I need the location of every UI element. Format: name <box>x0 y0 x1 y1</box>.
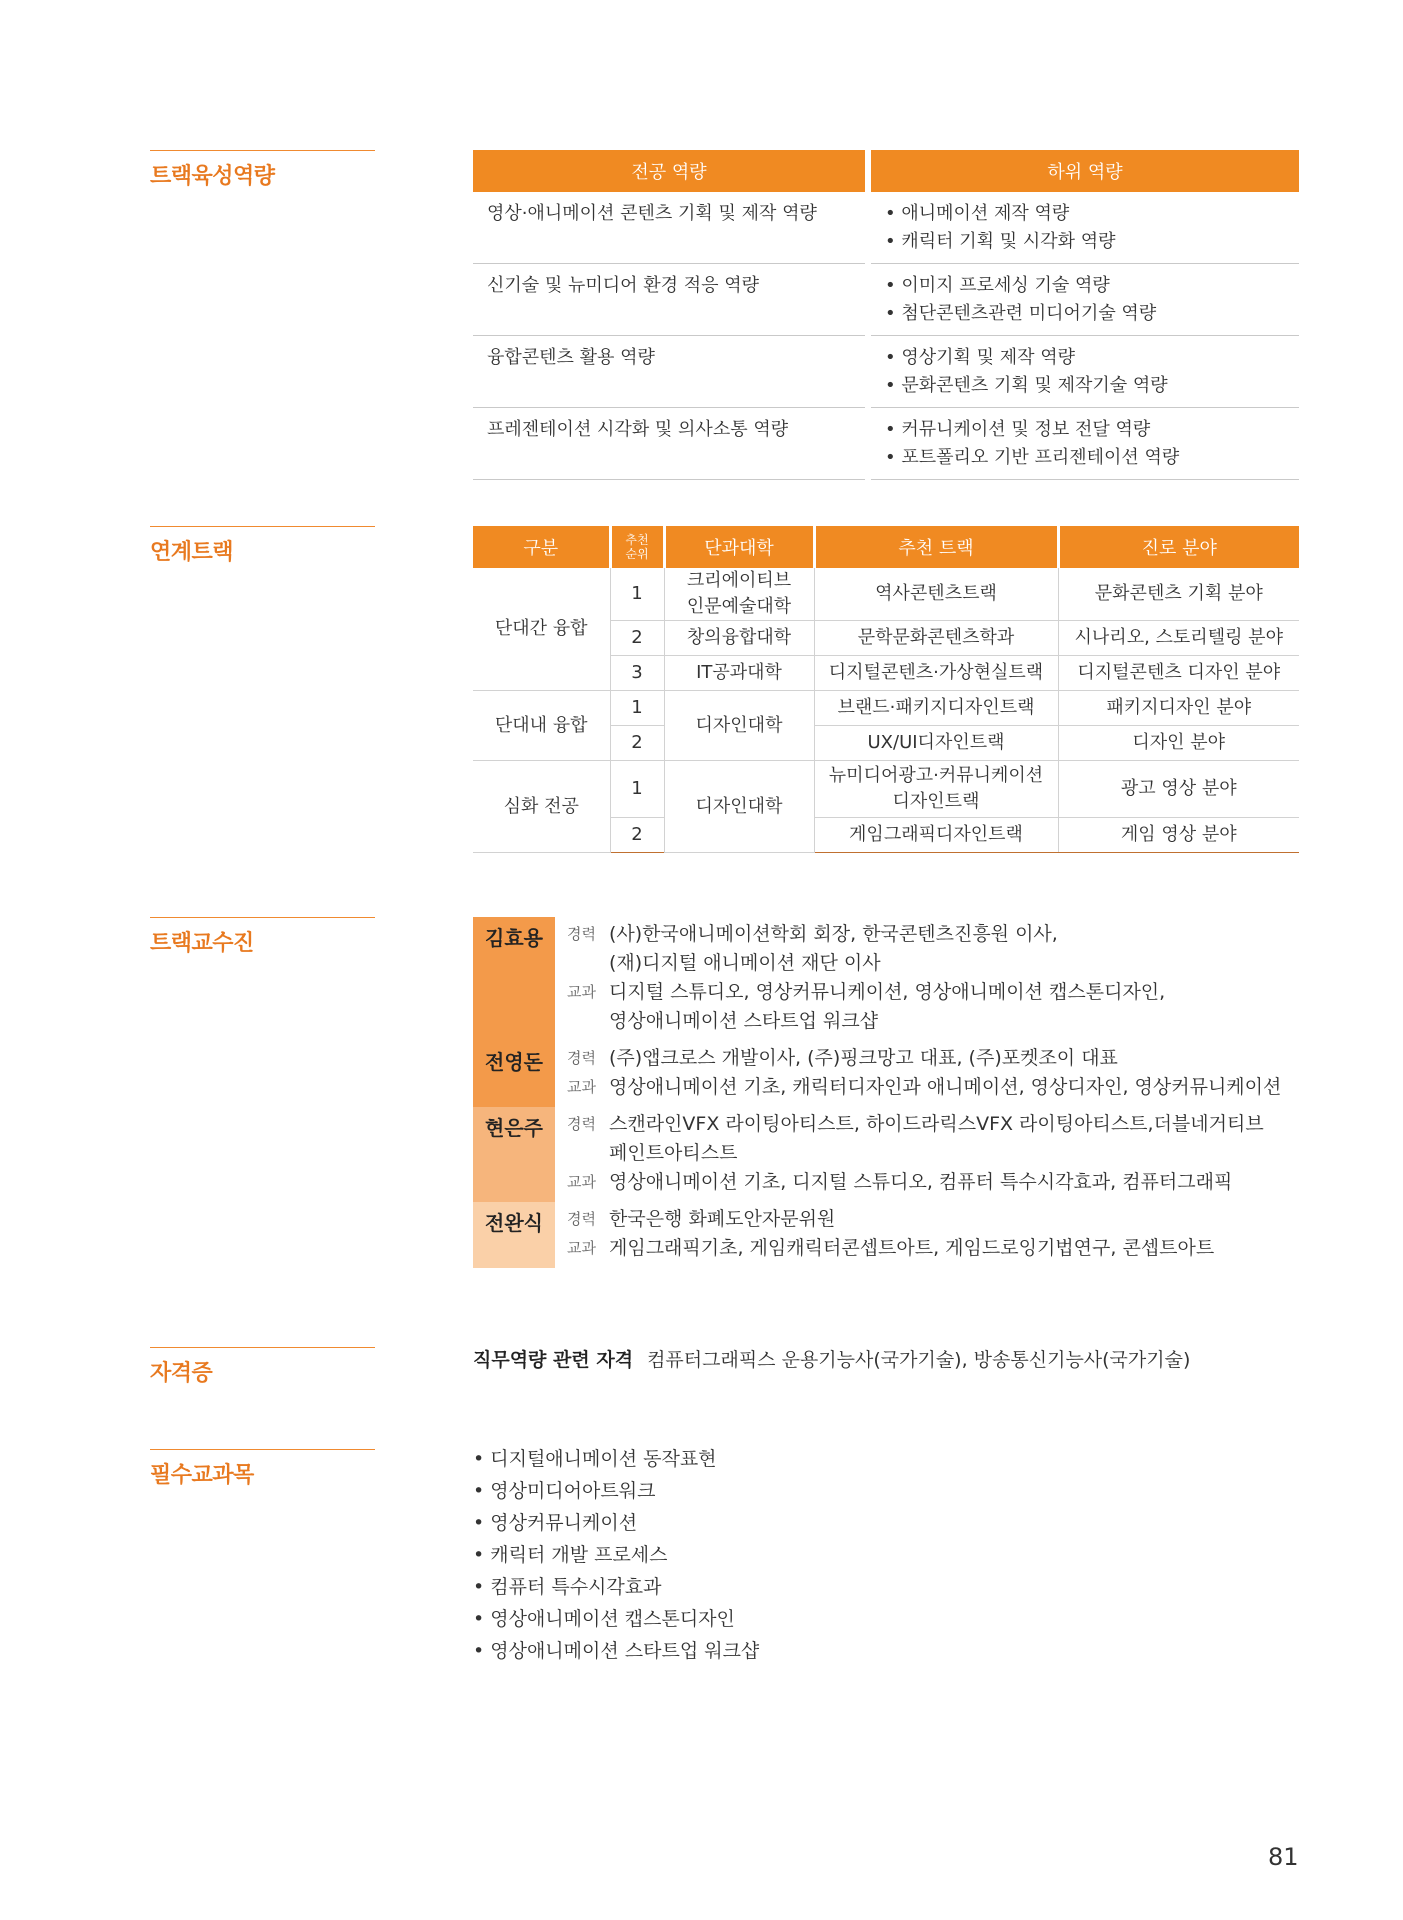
career-cell: 패키지디자인 분야 <box>1058 691 1299 726</box>
section-label-competency: 트랙육성역량 <box>150 150 375 190</box>
group-type: 심화 전공 <box>473 761 610 853</box>
faculty-entry: 김효용 경력 (사)한국애니메이션학회 회장, 한국콘텐츠진흥원 이사, (재)디지털 애니메이션 재단 이사 교과 디지털 스튜디오, 영상커뮤니케이션, 영상애니메이션 캡스톤디자인, 영상애니메이션 스타트업 워크샵 <box>473 917 1333 1041</box>
faculty-entry: 현은주 경력 스캔라인VFX 라이팅아티스트, 하이드라릭스VFX 라이팅아티스트,더블네거티브 페인트아티스트 교과 영상애니메이션 기초, 디지털 스튜디오, 컴퓨터 특수시각효과, 컴퓨터그래픽 <box>473 1107 1333 1202</box>
faculty-list <box>473 917 1333 1268</box>
header-career: 진로 분야 <box>1058 526 1299 568</box>
career-tag: 경력 <box>567 1115 596 1133</box>
course-tag: 교과 <box>567 1078 596 1096</box>
faculty-name: 현은주 <box>473 1107 555 1202</box>
group-type: 단대간 융합 <box>473 568 610 691</box>
career-tag: 경력 <box>567 1049 596 1067</box>
list-item: • 영상커뮤니케이션 <box>473 1507 759 1539</box>
section-label-required-courses: 필수교과목 <box>150 1449 375 1489</box>
rank-cell: 2 <box>610 818 664 853</box>
competency-table <box>473 150 1299 480</box>
faculty-name: 전영돈 <box>473 1041 555 1107</box>
rank-cell: 1 <box>610 691 664 726</box>
course-tag: 교과 <box>567 983 596 1001</box>
faculty-name: 전완식 <box>473 1202 555 1268</box>
track-cell: 뉴미디어광고·커뮤니케이션 디자인트랙 <box>814 761 1058 818</box>
rank-cell: 3 <box>610 656 664 691</box>
career-cell: 게임 영상 분야 <box>1058 818 1299 853</box>
section-label-certificate: 자격증 <box>150 1347 375 1387</box>
college-cell: 크리에이티브 인문예술대학 <box>664 568 814 621</box>
major-competency: 프레젠테이션 시각화 및 의사소통 역량 <box>473 408 865 480</box>
college-cell: IT공과대학 <box>664 656 814 691</box>
table-row <box>473 336 1299 408</box>
track-cell: 게임그래픽디자인트랙 <box>814 818 1058 853</box>
college-cell: 창의융합대학 <box>664 621 814 656</box>
career-cell: 시나리오, 스토리텔링 분야 <box>1058 621 1299 656</box>
track-cell: UX/UI디자인트랙 <box>814 726 1058 761</box>
sub-competency: • 영상기획 및 제작 역량 • 문화콘텐츠 기획 및 제작기술 역량 <box>871 336 1299 408</box>
table-row <box>473 568 1299 621</box>
college-cell: 디자인대학 <box>664 761 814 853</box>
college-cell: 디자인대학 <box>664 691 814 761</box>
track-cell: 문학문화콘텐츠학과 <box>814 621 1058 656</box>
rank-cell: 2 <box>610 726 664 761</box>
header-type: 구분 <box>473 526 610 568</box>
table-row <box>473 761 1299 818</box>
certificate-label: 직무역량 관련 자격 <box>473 1349 634 1371</box>
track-cell: 브랜드·패키지디자인트랙 <box>814 691 1058 726</box>
list-item: • 디지털애니메이션 동작표현 <box>473 1443 759 1475</box>
sub-competency: • 이미지 프로세싱 기술 역량 • 첨단콘텐츠관련 미디어기술 역량 <box>871 264 1299 336</box>
list-item: • 영상애니메이션 스타트업 워크샵 <box>473 1635 759 1667</box>
list-item: • 영상애니메이션 캡스톤디자인 <box>473 1603 759 1635</box>
career-tag: 경력 <box>567 925 596 943</box>
sub-competency: • 커뮤니케이션 및 정보 전달 역량 • 포트폴리오 기반 프리젠테이션 역량 <box>871 408 1299 480</box>
rank-cell: 1 <box>610 761 664 818</box>
faculty-entry: 전영돈 경력 (주)앱크로스 개발이사, (주)핑크망고 대표, (주)포켓조이 대표 교과 영상애니메이션 기초, 캐릭터디자인과 애니메이션, 영상디자인, 영상커뮤니케이션 <box>473 1041 1333 1107</box>
table-row <box>473 192 1299 264</box>
header-track: 추천 트랙 <box>814 526 1058 568</box>
track-cell: 디지털콘텐츠·가상현실트랙 <box>814 656 1058 691</box>
group-type: 단대내 융합 <box>473 691 610 761</box>
list-item: • 컴퓨터 특수시각효과 <box>473 1571 759 1603</box>
certificate-line <box>473 1345 1190 1372</box>
header-college: 단과대학 <box>664 526 814 568</box>
table-row <box>473 264 1299 336</box>
table-row <box>473 408 1299 480</box>
linked-track-table <box>473 526 1299 853</box>
career-cell: 디자인 분야 <box>1058 726 1299 761</box>
career-tag: 경력 <box>567 1210 596 1228</box>
major-competency: 융합콘텐츠 활용 역량 <box>473 336 865 408</box>
career-cell: 광고 영상 분야 <box>1058 761 1299 818</box>
required-course-list <box>473 1443 759 1667</box>
header-sub-competency: 하위 역량 <box>871 150 1299 192</box>
list-item: • 캐릭터 개발 프로세스 <box>473 1539 759 1571</box>
list-item: • 영상미디어아트워크 <box>473 1475 759 1507</box>
section-label-linked-track: 연계트랙 <box>150 526 375 566</box>
major-competency: 영상·애니메이션 콘텐츠 기획 및 제작 역량 <box>473 192 865 264</box>
table-row <box>473 691 1299 726</box>
rank-cell: 1 <box>610 568 664 621</box>
track-cell: 역사콘텐츠트랙 <box>814 568 1058 621</box>
header-major-competency: 전공 역량 <box>473 150 865 192</box>
faculty-name: 김효용 <box>473 917 555 1041</box>
career-cell: 문화콘텐츠 기획 분야 <box>1058 568 1299 621</box>
sub-competency: • 애니메이션 제작 역량 • 캐릭터 기획 및 시각화 역량 <box>871 192 1299 264</box>
certificate-value: 컴퓨터그래픽스 운용기능사(국가기술), 방송통신기능사(국가기술) <box>647 1349 1191 1371</box>
major-competency: 신기술 및 뉴미디어 환경 적응 역량 <box>473 264 865 336</box>
page-number: 81 <box>1268 1843 1299 1871</box>
header-rank: 추천 순위 <box>610 526 664 568</box>
career-cell: 디지털콘텐츠 디자인 분야 <box>1058 656 1299 691</box>
faculty-entry: 전완식 경력 한국은행 화폐도안자문위원 교과 게임그래픽기초, 게임캐릭터콘셉트아트, 게임드로잉기법연구, 콘셉트아트 <box>473 1202 1333 1268</box>
rank-cell: 2 <box>610 621 664 656</box>
section-label-faculty: 트랙교수진 <box>150 917 375 957</box>
course-tag: 교과 <box>567 1173 596 1191</box>
course-tag: 교과 <box>567 1239 596 1257</box>
